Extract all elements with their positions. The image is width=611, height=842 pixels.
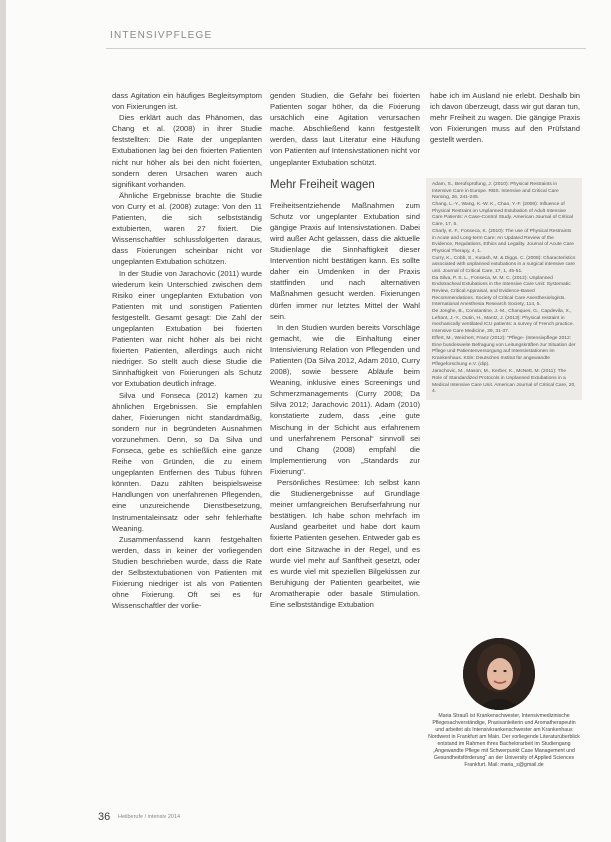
paragraph: Freiheitsentziehende Maßnahmen zum Schutz vor ungeplanter Extubation sind gängige Praxis auf Intensivstationen. Dabei wird außer Acht gelassen, dass die aktuelle Studienlage die Sinnhaftigkeit dieser Intervention nicht bestätigen kann. Es sollte daher ein Umdenken in der Praxis stattfinden und nach alternativen Maßnahmen gesucht werden. Fixierungen dürfen immer nur letztes Mittel der Wahl sein.: [270, 200, 420, 321]
reference-item: Chang, L.-Y., Wang, K.-W. K., Chao, Y.-F. (2008): Influence of Physical Restraint on Unplanned Extubation of Adult Intensive Care Patients: A Case-Control Study. American Journal of Critical Care, 17, 5.: [432, 202, 573, 227]
paragraph: Silva und Fonseca (2012) kamen zu ähnlichen Ergebnissen. Sie empfahlen daher, Fixierungen nicht standardmäßig, sondern nur in begründeten Ausnahmen vorzunehmen. Denn, so Da Silva und Fonseca, gebe es schließlich eine ganze Reihe von Gründen, die zu einem ungeplanten Entfernen des Tubus führen könnten. Dazu zählten beispielsweise Handlungen von unerfahrenen Pflegenden, eine unzureichende Dienstbesetzung, Instrumentaleinsatz oder sehr fehlerhafte Weaning.: [112, 390, 262, 533]
reference-item: Adam, S., Berufsprüfung, J. (2010): Physical Restraints in Intensive Care in Europe. RBS. Intensive and Critical Care Nursing, 26, 241-245.: [432, 182, 559, 201]
paragraph: Zusammenfassend kann festgehalten werden, dass in keiner der vorliegenden Studien beschrieben wurde, dass die Rate der Selbstextubationen von Patienten mit Fixierung niedriger ist als von Patienten ohne Fixierung. Oft sei es für Wissenschaftler der vorlie-: [112, 534, 262, 611]
publication-title: Heilberufe / intensiv 2014: [118, 814, 181, 820]
column-3-text: habe ich im Ausland nie erlebt. Deshalb bin ich davon überzeugt, dass wir gut daran tun, mehr Freiheit zu wagen. Die gängige Praxis von Fixierungen muss auf den Prüfstand gestellt werden.: [430, 91, 580, 145]
column-1: [112, 90, 262, 611]
reference-item: Da Silva, P. S. L., Fonseca, M. M. C. (2012): Unplanned Endotracheal Extubations in the Intensive Care Unit: Systematic Review, Critical Appraisal, and Evidence-Based Recommendations. Society of Critical Care Anesthesiologists. International Anesthesia Research Society, 114, 5.: [432, 275, 571, 308]
reference-item: Curry, K., Cobb, S., Kutash, M. & Diggs, C. (2008): Characteristics associated with unplanned extubations in a surgical intensive care unit. Journal of Critical Care, 17, 1, 45-51.: [432, 255, 576, 274]
reference-item: Jarachovic, M., Mason, M., Kerber, K., McNett, M. (2011): The Role of Standardized Protocols in Unplanned Extubations in a Medical Intensive Care Unit. American Journal of Critical Care, 20, 4.: [432, 369, 576, 395]
paragraph: Ähnliche Ergebnisse brachte die Studie von Curry et al. (2008) zutage: Von den 11 Patienten, die sich selbstständig extubierten, waren 27 fixiert. Die Wissenschaftler schlussfolgerten daraus, dass Fixierungen scheinbar nicht vor ungeplanten Extubation schützen.: [112, 190, 262, 267]
header-rule: [106, 48, 586, 49]
author-photo: [463, 638, 535, 710]
author-portrait-image: [463, 638, 535, 710]
section-heading: Mehr Freiheit wagen: [270, 178, 375, 191]
paragraph: In den Studien wurden bereits Vorschläge gemacht, wie die Einhaltung einer Intensivierung Relation von Pflegenden und Patienten (Da Silva 2012, Adam 2010, Curry 2008), sowie bessere Abläufe beim Weaning, inklusive eines Screenings und Schmerzmanagements (Curry 2008; Da Silva 2012; Jarachovic 2011). Adam (2010) konstatierte zudem, dass „eine gute Mischung in der Schicht aus erfahrenem und unerfahrenem Personal“ sinnvoll sei und Chang (2008) empfahl die Implementierung von „Standards zur Fixierung“.: [270, 322, 420, 476]
paragraph: genden Studien, die Gefahr bei fixierten Patienten sogar höher, da die Fixierung ursächlich eine Agitation verursachen mache. Abschließend kann festgestellt werden, dass laut Literatur eine Häufung von Patienten auf Intensivstationen nicht vor ungeplanter Extubation schützt.: [270, 91, 420, 167]
reference-item: De Jonghe, B., Constantine, J.-M., Chanques, G., Capdevila, X., Lefrant, J.-Y., Outin, H., Mantz, J. (2013): Physical restraint in mechanically ventilated ICU patients: a survey of French practice. Intensive Care Medicine, 39, 31-37.: [432, 309, 574, 335]
paragraph: dass Agitation ein häufiges Begleitsymptom von Fixierungen ist.: [112, 91, 262, 112]
page-number: 36: [98, 811, 111, 823]
reference-item: Charly, K. F., Fonseca, K. (2010): The use of Physical Restraints in Acute and Long-term Care: An Updated Review of the Evidence, Regulations, Ethics and Legality. Journal of Acute Care Physical Therapy, 4, 1.: [432, 228, 574, 254]
paragraph: Dies erklärt auch das Phänomen, das Chang et al. (2008) in ihrer Studie feststellten: Die Rate der ungeplanten Extubationen lag bei den fixierten Patienten nicht nur höher als bei den nicht fixierten, sondern deren Ursachen waren auch signifikant vorhanden.: [112, 113, 262, 189]
author-bio: Maria Strauß ist Krankenschwester, Intensivmedizinische Pflegesachverständige, Praxisanleiterin und Aromatherapeutin und arbeitet als Intensivkrankenschwester am Krankenhaus Nordwest in Frankfurt am Main. Der vorliegende Literaturüberblick entstand im Rahmen ihres Bachelorarbeit im Studiengang „Angewandte Pflege mit Schwerpunkt Case Management und Gesundheitsförderung“ an der University of Applied Sciences Frankfurt. Mail: maria_s@gmail.de: [428, 713, 580, 768]
column-2: [270, 90, 420, 610]
reference-item: Effert, M., Weichert, Franz (2012): "Pflege- (Intensivpflege 2012: Eine bundesweite Befragung von Leitungskräften zur Situation der Pflege und Patientenversorgung auf Intensivstationen im Krankenhaus. Köln: Deutsches Institut für angewandte Pflegeforschung e.V. (dip).: [432, 336, 576, 368]
references-box: [426, 178, 582, 400]
paragraph: In der Studie von Jarachovic (2011) wurde wiederum kein Unterschied zwischen dem Risiko einer ungeplanten Extubation von Patienten mit und sonstigen Patienten festgestellt. Gesamt gesagt: Die Zahl der ungeplanten Extubation bei fixierten Patienten war nicht höher als bei nicht fixierten Patienten, allerdings auch nicht niedriger. So stellt auch diese Studie die Sinnhaftigkeit von Fixierungen als Schutz vor Extubation deutlich infrage.: [112, 268, 262, 389]
section-header: INTENSIVPFLEGE: [110, 30, 213, 41]
paragraph: Persönliches Resümee: Ich selbst kann die Studienergebnisse auf Grundlage meiner umfangreichen Berufserfahrung nur bestätigen. Ich habe schon mehrfach im Ausland gearbeitet und habe dort kaum fixierte Patienten gesehen. Entweder gab es dort eine Sitzwache in der Regel, und es wurde viel mehr auf Sanftheit gesetzt, oder es wurde viel mit speziellen Bilgekissen zur Beruhigung der Patienten gearbeitet, wie Aromatherapie oder basale Stimulation. Eine selbstständige Extubation: [270, 478, 420, 610]
